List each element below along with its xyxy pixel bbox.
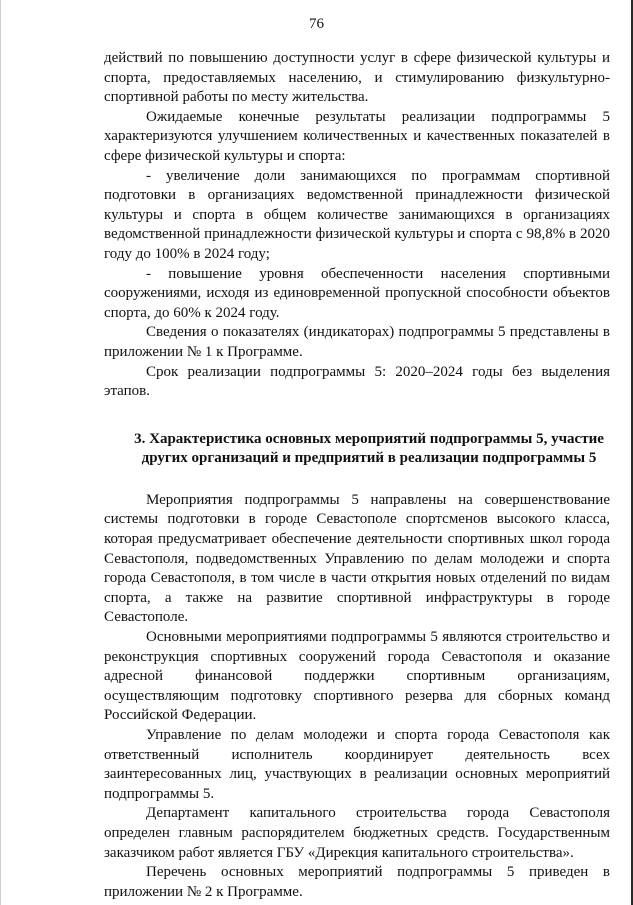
list-item-sports-training-share: - увеличение доли занимающихся по программам спортивной подготовки в организациях ведомственной принадлежности физической культуры и спорта в общем количестве занимающихся в организациях ведомственной принадлежности физической культуры и спорта с 98,8% в 2020 году до 100% в 2024 году; bbox=[104, 167, 610, 262]
scan-edge-left bbox=[0, 0, 1, 905]
paragraph-measures-aim: Мероприятия подпрограммы 5 направлены на совершенствование системы подготовки в городе Севастополе спортсменов высокого класса, которая предусматривает обеспечение деятельности спортивных школ города Севастополя, подведомственных Управлению по делам молодежи и спорта города Севастополя, в том числе в части открытия новых отделений по видам спорта, а также на развитие спортивной инфраструктуры в городе Севастополе. bbox=[104, 491, 610, 626]
paragraph-indicators-reference: Сведения о показателях (индикаторах) подпрограммы 5 представлены в приложении № 1 к Программе. bbox=[104, 324, 610, 360]
paragraph-expected-results: Ожидаемые конечные результаты реализации подпрограммы 5 характеризуются улучшением количественных и качественных показателей в сфере физической культуры и спорта: bbox=[104, 108, 610, 164]
paragraph-continuation: действий по повышению доступности услуг в сфере физической культуры и спорта, предоставляемых населению, и стимулированию физкультурно-спортивной работы по месту жительства. bbox=[104, 50, 610, 106]
section-heading: 3. Характеристика основных мероприятий подпрограммы 5, участие других организаций и предприятий в реализации подпрограммы 5 bbox=[134, 430, 604, 467]
list-item-facility-capacity: - повышение уровня обеспеченности населения спортивными сооружениями, исходя из единовременной пропускной способности объектов спорта, до 60% к 2024 году. bbox=[104, 265, 610, 321]
page-number: 76 bbox=[309, 16, 324, 32]
paragraph-main-measures: Основными мероприятиями подпрограммы 5 являются строительство и реконструкция спортивных сооружений города Севастополя и оказание адресной финансовой поддержки спортивным организациям, осуществляющим подготовку спортивного резерва для сборных команд Российской Федерации. bbox=[104, 629, 610, 724]
document-body bbox=[104, 49, 610, 902]
paragraph-construction-department: Департамент капитального строительства города Севастополя определен главным распорядителем бюджетных средств. Государственным заказчиком работ является ГБУ «Дирекция капитального строительства». bbox=[104, 805, 610, 861]
paragraph-measures-list-reference: Перечень основных мероприятий подпрограммы 5 приведен в приложении № 2 к Программе. bbox=[104, 864, 610, 900]
paragraph-responsible-executor: Управление по делам молодежи и спорта города Севастополя как ответственный исполнитель координирует деятельность всех заинтересованных лиц, участвующих в реализации основных мероприятий подпрограммы 5. bbox=[104, 727, 610, 802]
paragraph-implementation-period: Срок реализации подпрограммы 5: 2020–2024 годы без выделения этапов. bbox=[104, 363, 610, 400]
